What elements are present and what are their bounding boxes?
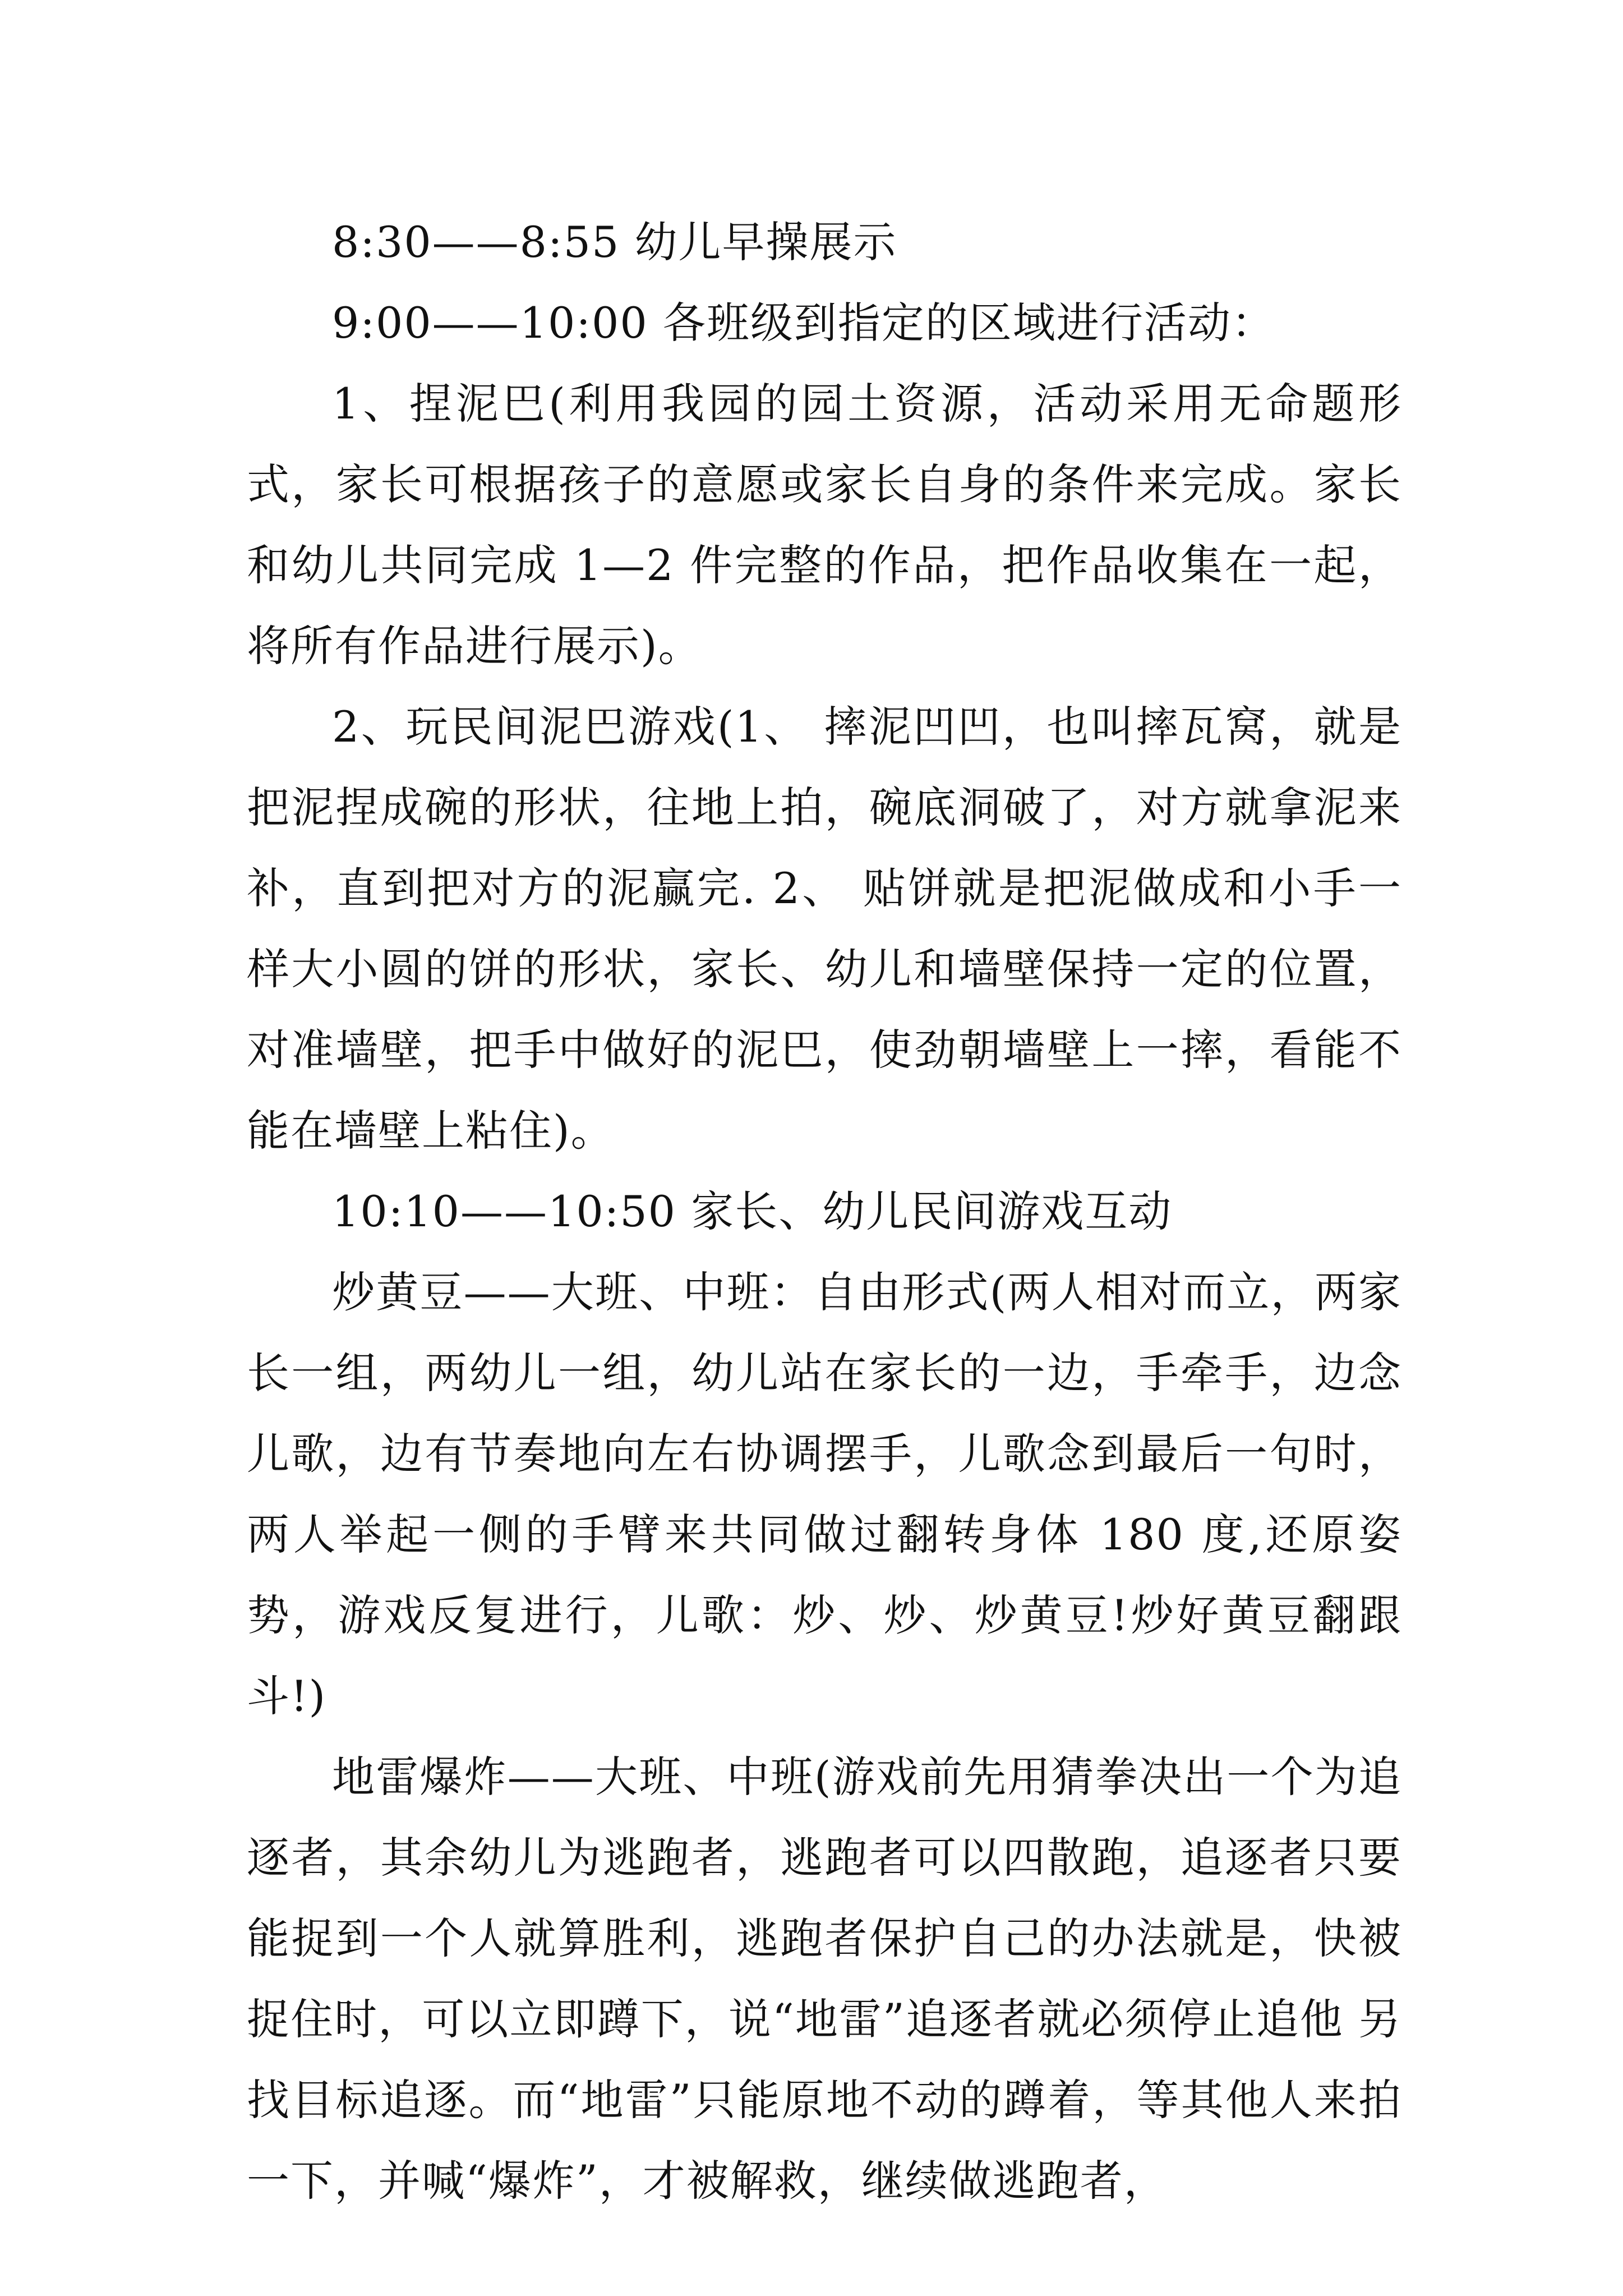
paragraph-landmine-game: 地雷爆炸——大班、中班(游戏前先用猜拳决出一个为追逐者，其余幼儿为逃跑者，逃跑者可以四散跑，追逐者只要能捉到一个人就算胜利，逃跑者保护自己的办法就是，快被捉住时，可以立即蹲下，说“地雷”追逐者就必须停止追他 另找目标追逐。而“地雷”只能原地不动的蹲着，等其他人来拍一下，并喊“爆炸”，才被解救，继续做逃跑者，: [247, 1752, 1402, 2206]
paragraph-schedule-exercise: 8:30——8:55 幼儿早操展示: [332, 217, 897, 267]
document-body: [247, 202, 1402, 2221]
paragraph-mud-games: 2、玩民间泥巴游戏(1、 摔泥凹凹，也叫摔瓦窝，就是把泥捏成碗的形状，往地上拍，碗底洞破了，对方就拿泥来补，直到把对方的泥赢完. 2、 贴饼就是把泥做成和小手一样大小圆的饼的形状，家长、幼儿和墙壁保持一定的位置，对准墙壁，把手中做好的泥巴，使劲朝墙壁上一摔，看能不能在墙壁上粘住)。: [247, 702, 1402, 1156]
paragraph-fried-beans-game: 炒黄豆——大班、中班：自由形式(两人相对而立，两家长一组，两幼儿一组，幼儿站在家长的一边，手牵手，边念儿歌，边有节奏地向左右协调摆手，儿歌念到最后一句时，两人举起一侧的手臂来共同做过翻转身体 180 度,还原姿势，游戏反复进行，儿歌：炒、炒、炒黄豆!炒好黄豆翻跟斗!): [247, 1267, 1402, 1721]
paragraph-mud-sculpting: 1、捏泥巴(利用我园的园土资源，活动采用无命题形式，家长可根据孩子的意愿或家长自身的条件来完成。家长和幼儿共同完成 1—2 件完整的作品，把作品收集在一起，将所有作品进行展示)。: [247, 379, 1402, 671]
paragraph-schedule-interaction: 10:10——10:50 家长、幼儿民间游戏互动: [332, 1186, 1173, 1236]
paragraph-schedule-activities: 9:00——10:00 各班级到指定的区域进行活动：: [332, 298, 1275, 348]
